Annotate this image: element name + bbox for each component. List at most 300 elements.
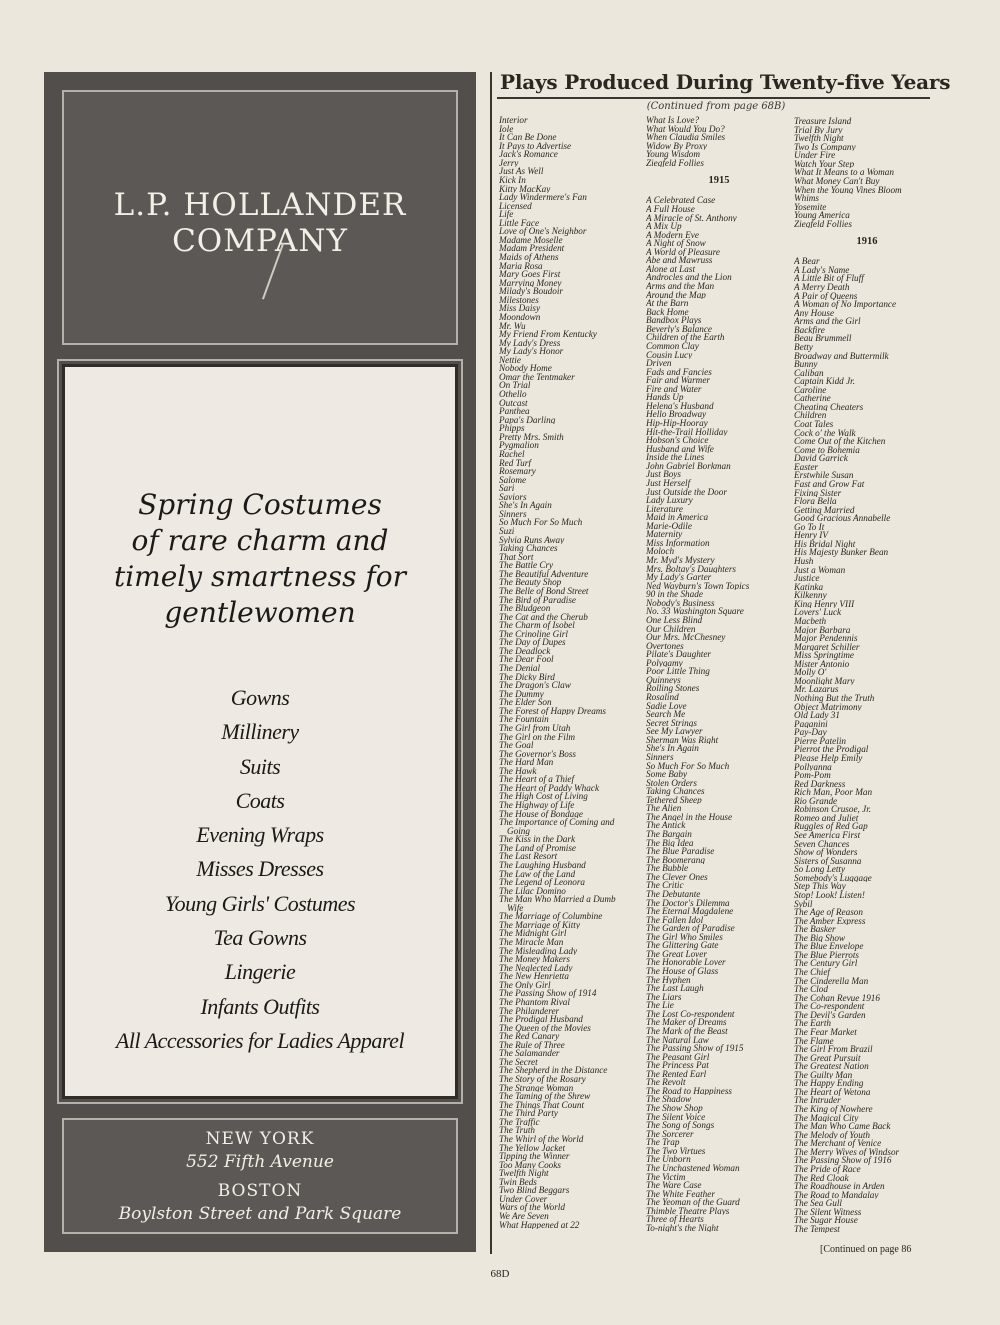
play-title: The Red Canary (499, 1032, 560, 1041)
ad-product-item: All Accessories for Ladies Apparel (115, 1027, 405, 1053)
play-title: Fads and Fancies (646, 367, 712, 377)
play-title: Kick In (499, 175, 526, 185)
play-title: Widow By Proxy (646, 141, 707, 151)
play-title: The Day of Dupes (499, 638, 566, 647)
play-title: Moonlight Mary (794, 676, 855, 686)
play-title: The Secret (499, 1057, 538, 1067)
play-title: The Elder Son (499, 698, 552, 707)
play-title: One Less Blind (646, 615, 703, 625)
play-title: Bunny (794, 360, 818, 369)
play-title: Rosemary (499, 467, 536, 476)
play-title: Children of the Earth (646, 333, 725, 342)
play-title: The Big Show (794, 933, 846, 943)
play-title: Stop! Look! Listen! (794, 890, 865, 900)
play-title: Sisters of Susanna (794, 856, 862, 866)
ad-header-panel (62, 90, 458, 345)
play-title: Any House (794, 308, 835, 318)
play-title: Quinneys (646, 675, 681, 685)
play-title: David Garrick (794, 454, 848, 463)
play-title: The Blue Envelope (794, 942, 864, 951)
play-title: Some Baby (646, 770, 688, 779)
play-title: What It Means to a Woman (794, 168, 894, 177)
year-heading: 1915 (708, 175, 730, 187)
play-title: The Hyphen (646, 975, 691, 985)
play-title: The Kiss in the Dark (499, 835, 576, 844)
play-title: The Passing Show of 1916 (794, 1156, 892, 1165)
hollander-advertisement (44, 72, 476, 1252)
play-title: The Hard Man (499, 758, 554, 767)
play-title: The King of Nowhere (794, 1105, 873, 1114)
play-title: Pom-Pom (794, 771, 831, 780)
play-title: Caliban (794, 368, 824, 378)
play-title: The Taming of the Shrew (499, 1092, 591, 1101)
play-title: So Long Letty (794, 865, 846, 874)
play-title: The Truth (499, 1126, 535, 1135)
play-title: Hands Up (646, 393, 684, 402)
play-title: The Land of Promise (499, 843, 576, 853)
play-title (499, 895, 645, 912)
play-title: The Laughing Husband (499, 860, 586, 870)
play-title: Justice (794, 574, 820, 583)
play-title: A Full House (646, 204, 695, 214)
play-title: Hello Broadway (646, 410, 707, 419)
play-title: Around the Map (646, 290, 706, 300)
play-title: The Shepherd in the Distance (499, 1066, 608, 1075)
play-title: Tipping the Winner (499, 1152, 570, 1161)
play-title: Lovers' Luck (794, 608, 842, 617)
play-title: The Victim (646, 1172, 686, 1182)
play-title: Twelfth Night (794, 134, 844, 143)
play-title: The Antick (646, 821, 686, 830)
play-title: Young Wisdom (646, 150, 701, 159)
play-title: Ruggles of Red Gap (794, 822, 868, 831)
ad-headline-line: Spring Costumes (138, 488, 382, 521)
play-title: The Passing Show of 1915 (646, 1044, 744, 1053)
play-title: Our Mrs. McChesney (646, 633, 726, 642)
ad-product-item: Suits (239, 753, 281, 779)
play-title: Suzi (499, 527, 515, 536)
play-title-continuation: Going (507, 825, 530, 836)
play-title: The Heart of a Thief (499, 775, 575, 784)
play-title: Mr. Myd's Mystery (646, 556, 715, 565)
play-title-line: The Man Who Married a Dumb (499, 895, 616, 904)
play-title: Ned Wayburn's Town Topics (646, 581, 750, 591)
play-title: The Lilac Domino (499, 886, 566, 896)
play-title: Madame Moselle (499, 235, 563, 245)
play-title-continuation: Wife (507, 902, 524, 913)
ad-body-panel (62, 364, 458, 1099)
play-title: My Lady's Dress (499, 338, 561, 348)
play-title: The Unchastened Woman (646, 1163, 740, 1173)
play-title: Mister Antonio (794, 659, 850, 669)
play-title: Major Barbara (794, 625, 851, 635)
play-title: Backfire (794, 325, 825, 335)
play-title: Good Gracious Annabelle (794, 514, 891, 523)
play-title: Rachel (499, 449, 525, 459)
play-title: Please Help Emily (794, 753, 863, 763)
play-title: The Beautiful Adventure (499, 569, 589, 579)
play-title: The Ware Case (646, 1181, 702, 1190)
play-title: Moloch (646, 547, 675, 556)
play-title: The Marriage of Kitty (499, 920, 580, 930)
play-title: Common Clay (646, 341, 699, 351)
continued-on-note: [Continued on page 86 (820, 1244, 912, 1255)
play-title: Nobody Home (499, 364, 552, 373)
play-title: That Sort (499, 552, 534, 562)
play-title: Beau Brummell (794, 334, 852, 343)
play-title: Cheating Cheaters (794, 402, 864, 412)
play-title: Easter (794, 462, 818, 472)
play-title: The Dear Fool (499, 655, 554, 664)
ad-product-item: Misses Dresses (196, 856, 324, 882)
play-title: The Fear Market (794, 1027, 857, 1037)
play-title: Somebody's Luggage (794, 873, 872, 883)
play-title: The Salamander (499, 1049, 560, 1058)
play-title: Love of One's Neighbor (499, 227, 587, 236)
play-title: The Girl from Utah (499, 723, 571, 733)
play-title: The Legend of Leonora (499, 878, 586, 887)
play-title: The Silent Witness (794, 1207, 862, 1217)
play-title: Literature (646, 504, 683, 514)
play-title: Twelfth Night (499, 1169, 549, 1178)
play-title: Rio Grande (794, 796, 838, 806)
ad-product-item: Lingerie (224, 959, 296, 985)
play-title: The Bubble (646, 864, 689, 873)
play-title: Saviors (499, 492, 527, 502)
ad-address-panel (62, 1118, 458, 1234)
play-title: The Big Idea (646, 838, 694, 848)
play-title: Mary Goes First (499, 270, 561, 279)
ad-product-item: Coats (235, 787, 285, 813)
play-title: The Passing Show of 1914 (499, 989, 597, 998)
play-title: Little Face (499, 218, 540, 228)
play-title: The Greatest Nation (794, 1062, 869, 1071)
play-title: Macbeth (794, 616, 827, 626)
play-title: What Happened at 22 (499, 1220, 580, 1230)
play-title: Caroline (794, 385, 827, 395)
play-title: Getting Married (794, 505, 855, 515)
ad-product-item: Tea Gowns (213, 925, 307, 951)
play-title: Milestones (499, 295, 539, 305)
play-title: Cock o' the Walk (794, 428, 856, 438)
play-title: Husband and Wife (646, 444, 714, 454)
play-title: The Glittering Gate (646, 941, 719, 950)
play-title: The Two Virtues (646, 1146, 706, 1156)
play-title: Red Turf (499, 458, 531, 468)
play-title: The Third Party (499, 1109, 558, 1118)
play-title: The Basker (794, 925, 836, 934)
play-title: The Century Girl (794, 959, 858, 968)
play-title: Othello (499, 390, 527, 399)
play-title: The House of Glass (646, 967, 719, 976)
play-title: Polygamy (646, 658, 683, 668)
play-title: Overtones (646, 641, 684, 651)
page-number: 68D (490, 1268, 510, 1280)
play-title: Sinners (646, 752, 674, 762)
play-title: Catherine (794, 394, 831, 403)
play-title: Androcles and the Lion (646, 273, 732, 282)
play-title: To-night's the Night (646, 1223, 719, 1233)
play-title: The Great Lover (646, 949, 707, 959)
play-title: King Henry VIII (794, 599, 855, 609)
ad-product-item: Gowns (230, 685, 290, 710)
play-title: Marie-Odile (646, 521, 692, 531)
play-title: Ziegfeld Follies (646, 158, 704, 168)
play-title: A Pair of Queens (794, 291, 858, 301)
play-title: The High Cost of Living (499, 792, 588, 801)
play-title: The Deadlock (499, 646, 551, 656)
play-title: She's In Again (499, 501, 552, 510)
play-list-column-1 (499, 116, 645, 1229)
play-title: His Bridal Night (794, 539, 856, 549)
play-title: Captain Kidd Jr. (794, 377, 856, 386)
play-title: Hip-Hip-Hooray (646, 419, 708, 428)
play-title: The Sugar House (794, 1216, 858, 1225)
play-title: A Celebrated Case (646, 196, 716, 205)
play-title: The Natural Law (646, 1035, 709, 1045)
play-title: Katinka (794, 582, 824, 592)
ad-headline-line: of rare charm and (131, 524, 389, 557)
play-title: The Debutante (646, 889, 701, 899)
play-title: The Things That Count (499, 1100, 585, 1110)
play-title: Yosemite (794, 202, 827, 212)
play-title: Twin Beds (499, 1177, 537, 1187)
play-title: Secret Strings (646, 718, 697, 728)
play-title: The Whirl of the World (499, 1134, 584, 1144)
play-title: The Happy Ending (794, 1079, 864, 1088)
play-title: Erstwhile Susan (794, 471, 854, 480)
play-title: The Girl Who Smiles (646, 932, 723, 942)
play-title: Rosalind (646, 693, 679, 702)
play-title: Maid in America (646, 513, 709, 522)
play-title: Miss Information (646, 538, 710, 548)
play-title: The Peasant Girl (646, 1052, 710, 1062)
play-title: A Miracle of St. Anthony (646, 213, 737, 223)
play-title: What Would You Do? (646, 124, 725, 134)
ad-city-new-york: NEW YORK (205, 1129, 315, 1149)
play-title: Life (499, 210, 514, 219)
ad-product-item: Millinery (221, 719, 299, 745)
play-title: The Fountain (499, 715, 549, 724)
play-title: When Claudia Smiles (646, 133, 726, 142)
play-title: My Friend From Kentucky (499, 330, 597, 339)
play-title: Iole (499, 124, 514, 134)
play-title: Pierrot the Prodigal (794, 745, 869, 754)
ad-product-item: Young Girls' Costumes (164, 890, 356, 916)
play-title: The Road to Mandalay (794, 1190, 879, 1200)
play-title: The Melody of Youth (794, 1130, 870, 1140)
play-title: The Yeoman of the Guard (646, 1198, 740, 1207)
play-title: Cousin Lucy (646, 350, 693, 360)
play-title: The Yellow Jacket (499, 1143, 566, 1153)
play-title: We Are Seven (499, 1212, 549, 1221)
play-title: The Angel in the House (646, 812, 733, 822)
play-title: The Only Girl (499, 980, 551, 990)
play-title: Abe and Mawruss (646, 256, 713, 265)
play-title: Too Many Cooks (499, 1160, 561, 1170)
play-title: At the Barn (646, 299, 689, 308)
play-title: Sybil (794, 899, 813, 909)
play-title: Two Blind Beggars (499, 1186, 570, 1195)
play-title: Children (794, 411, 827, 420)
play-title: The White Feather (646, 1189, 715, 1199)
play-title: Henry IV (794, 531, 828, 540)
play-title: The Cat and the Cherub (499, 612, 588, 622)
play-title: Pollyanna (794, 762, 832, 772)
play-title: Just Boys (646, 470, 681, 479)
play-title: John Gabriel Borkman (646, 461, 731, 471)
play-title: Rolling Stones (646, 684, 700, 693)
play-title: Romeo and Juliet (794, 813, 859, 823)
play-title: The Merchant of Venice (794, 1139, 882, 1148)
play-title: Salome (499, 475, 527, 485)
play-title: Come Out of the Kitchen (794, 437, 886, 446)
play-title: The Governor's Boss (499, 749, 576, 759)
play-title: Omar the Tentmaker (499, 372, 575, 382)
play-title: The Misleading Lady (499, 946, 578, 956)
play-title (499, 818, 645, 835)
play-title: It Pays to Advertise (499, 141, 572, 151)
play-title: Milady's Boudoir (499, 287, 563, 296)
play-title: It Can Be Done (499, 133, 557, 142)
play-title: The Liars (646, 992, 682, 1002)
play-title: The Bargain (646, 830, 692, 839)
play-title: The Silent Voice (646, 1112, 706, 1122)
play-title: A Bear (794, 257, 820, 266)
play-title: A Lady's Name (794, 265, 850, 275)
play-title: The Lost Co-respondent (646, 1009, 735, 1019)
play-title: Broadway and Buttermilk (794, 351, 889, 361)
play-title: Pilate's Daughter (646, 650, 711, 659)
play-title: Hush (794, 557, 814, 566)
play-title: Pierre Patelin (794, 736, 846, 746)
play-title: Rich Man, Poor Man (794, 788, 873, 797)
play-title: The Charm of Isobel (499, 621, 575, 630)
play-title: The Great Pursuit (794, 1053, 861, 1063)
play-title: The Rule of Three (499, 1040, 565, 1050)
play-title: The Blue Paradise (646, 847, 715, 856)
play-title: The Amber Express (794, 916, 866, 926)
play-title: The Denial (499, 664, 541, 673)
play-title: The Belle of Bond Street (499, 586, 589, 596)
play-title: Just a Woman (794, 565, 846, 575)
play-title: The Neglected Lady (499, 963, 573, 973)
play-title: Maids of Athens (499, 253, 559, 262)
play-title: Treasure Island (794, 117, 852, 126)
play-title: Inside the Lines (646, 453, 705, 462)
play-title: The Traffic (499, 1117, 540, 1127)
play-title: The Clever Ones (646, 872, 708, 882)
play-title: The Last Resort (499, 852, 558, 861)
play-title: The Bird of Paradise (499, 595, 576, 605)
play-title: The Dicky Bird (499, 672, 555, 682)
play-title: The Queen of the Movies (499, 1023, 591, 1033)
play-title: What Money Can't Buy (794, 176, 880, 186)
play-title: Under Fire (794, 151, 836, 160)
play-title: The Cinderella Man (794, 976, 869, 986)
play-title: Jerry (499, 158, 519, 168)
column-divider-rule (490, 72, 492, 1254)
play-title: Poor Little Thing (646, 667, 710, 676)
play-title: Outcast (499, 398, 528, 408)
play-title: The House of Bondage (499, 809, 583, 819)
play-title: A World of Pleasure (646, 247, 720, 257)
play-title: See America First (794, 831, 861, 840)
play-title: A Merry Death (794, 283, 850, 292)
play-list-column-2 (646, 116, 792, 1232)
play-title: The Man Who Came Back (794, 1122, 891, 1131)
play-title: The Rented Earl (646, 1069, 707, 1079)
play-title: The Show Shop (646, 1104, 703, 1113)
play-title: What Is Love? (646, 116, 700, 125)
play-title: Maria Rosa (499, 261, 543, 271)
play-title: The New Henrietta (499, 972, 569, 981)
play-title: Just Outside the Door (646, 487, 727, 497)
play-title: Thimble Theatre Plays (646, 1206, 730, 1216)
play-title: A Night of Snow (646, 239, 706, 248)
ad-product-item: Evening Wraps (196, 822, 324, 848)
play-title: The Goal (499, 741, 534, 750)
play-title: Taking Chances (646, 787, 705, 796)
play-title: Miss Daisy (499, 304, 541, 313)
play-title: Step This Way (794, 882, 846, 891)
play-title: Fire and Water (646, 384, 702, 394)
play-title: The Law of the Land (499, 869, 576, 879)
play-title: Marrying Money (499, 278, 562, 288)
play-title: Sherman Was Right (646, 735, 719, 745)
play-title: The Forest of Happy Dreams (499, 706, 607, 716)
play-title: Pay-Day (794, 728, 827, 737)
play-title: Pretty Mrs. Smith (499, 432, 564, 442)
play-title: The Midnight Girl (499, 929, 567, 938)
play-title: The Revolt (646, 1078, 686, 1087)
play-title: Betty (794, 342, 813, 352)
play-title: Watch Your Step (794, 159, 855, 169)
play-title: A Modern Eve (646, 230, 699, 240)
ad-product-list (65, 681, 455, 1058)
play-title: The Road to Happiness (646, 1086, 733, 1096)
play-title: Madam President (499, 244, 565, 253)
play-title: Nobody's Business (646, 598, 715, 608)
ad-city-boston: BOSTON (217, 1181, 303, 1201)
play-title: Taking Chances (499, 544, 558, 553)
play-title: Pygmalion (499, 441, 539, 450)
play-title: His Majesty Bunker Bean (794, 548, 889, 557)
play-title: No. 33 Washington Square (646, 607, 744, 616)
play-title: A Mix Up (646, 222, 682, 231)
play-title: Hobson's Choice (646, 436, 709, 445)
play-title: Young America (794, 211, 850, 220)
play-title: Major Pendennis (794, 634, 858, 643)
play-title: The Highway of Life (499, 801, 575, 810)
play-title: The Critic (646, 881, 684, 890)
play-title: The Hawk (499, 766, 537, 776)
play-title: The Shadow (646, 1095, 692, 1104)
play-title: The Age of Reason (794, 908, 863, 917)
play-title: On Trial (499, 381, 531, 390)
play-title: Panthea (499, 407, 530, 416)
play-title: Seven Chances (794, 839, 850, 849)
play-title: The Dragon's Claw (499, 681, 571, 690)
play-title: The Mark of the Beast (646, 1026, 728, 1036)
play-title: Lady Windermere's Fan (499, 193, 587, 202)
play-title: My Lady's Honor (499, 347, 564, 356)
play-title: The Crinoline Girl (499, 629, 568, 639)
play-title: The Trap (646, 1138, 680, 1147)
play-title: The Chief (794, 968, 830, 977)
ad-product-item: Infants Outfits (200, 993, 320, 1019)
play-title: When the Young Vines Bloom (794, 185, 902, 195)
